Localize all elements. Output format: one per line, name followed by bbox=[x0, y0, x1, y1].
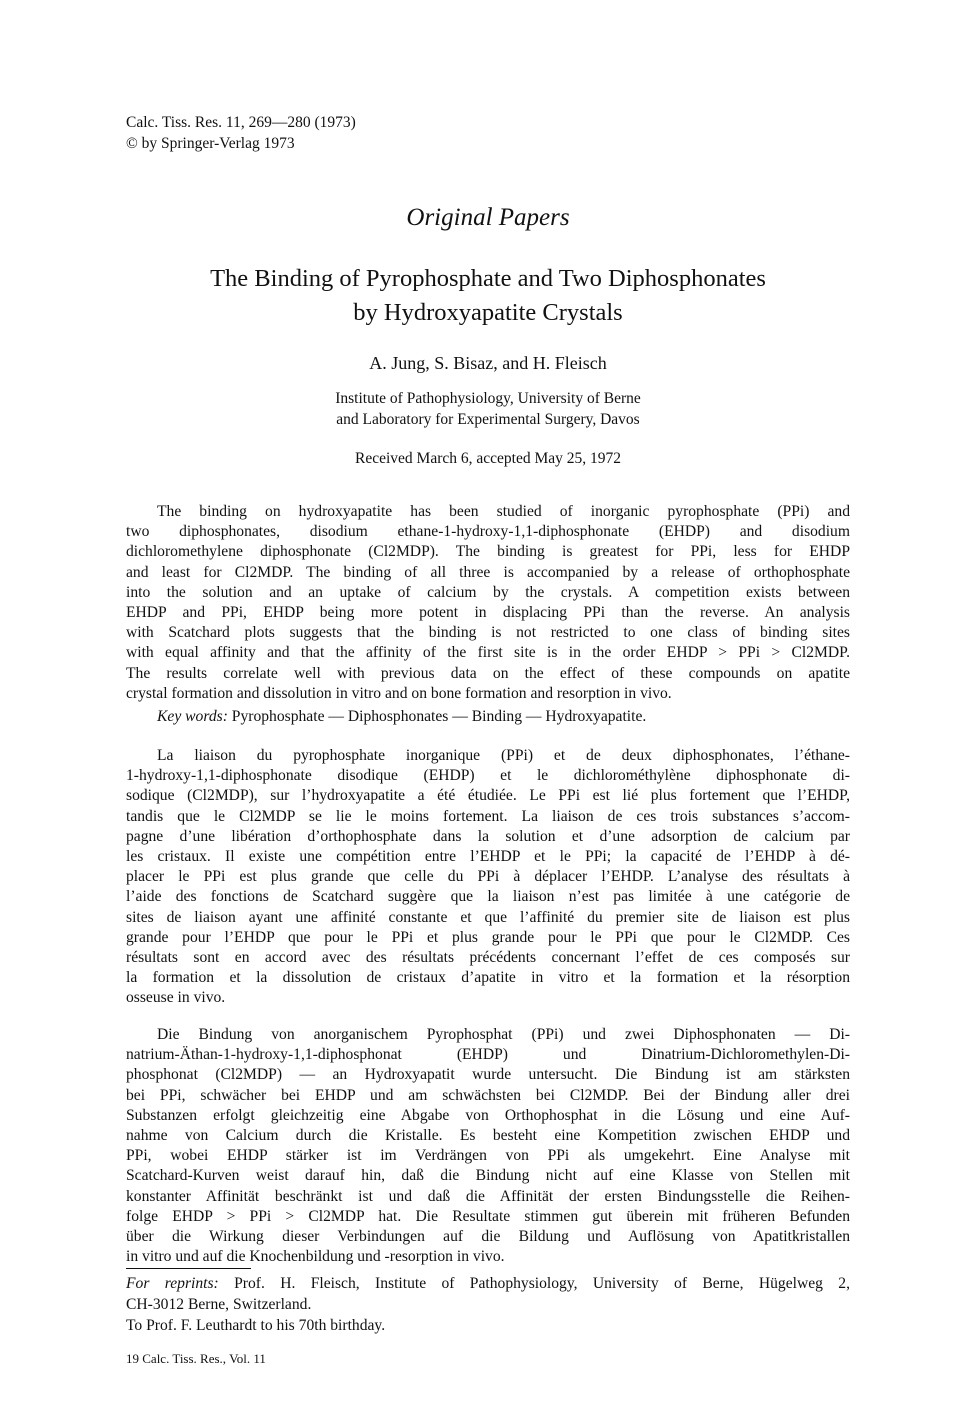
abstract-line: PPi, wobei EHDP stärker ist im Verdrängen von PPi als umgekehrt. Eine Analyse mit bbox=[126, 1147, 850, 1165]
abstract-line: konstanter Affinität beschränkt ist und daß die Affinität der ersten Bindungsstelle die Reihen- bbox=[126, 1187, 850, 1205]
abstract-line: nahme von Calcium durch die Kristalle. Es besteht eine Kompetition zwischen EHDP und bbox=[126, 1127, 850, 1145]
section-title: Original Papers bbox=[406, 204, 570, 231]
footnote bbox=[126, 1273, 850, 1336]
abstract-line: phosphonat (Cl2MDP) — an Hydroxyapatit wurde untersucht. Die Bindung ist am stärksten bbox=[126, 1066, 850, 1084]
abstract-line: folge EHDP > PPi > Cl2MDP hat. Die Resultate stimmen gut überein mit früheren Befunden bbox=[126, 1207, 850, 1225]
abstract-line: in vitro und auf die Knochenbildung und -resorption in vivo. bbox=[126, 1248, 505, 1266]
abstract-line: tandis que le Cl2MDP se lie le moins fortement. La liaison de ces trois substances s’accom- bbox=[126, 807, 850, 825]
copyright-line: © by Springer-Verlag 1973 bbox=[126, 135, 295, 152]
abstract-line: with Scatchard plots suggests that the binding is not restricted to one class of binding sites bbox=[126, 624, 850, 642]
page-footer: 19 Calc. Tiss. Res., Vol. 11 bbox=[126, 1351, 266, 1366]
keywords-label: Key words: bbox=[157, 708, 228, 725]
keywords-text: Pyrophosphate — Diphosphonates — Binding — Hydroxyapatite. bbox=[231, 708, 647, 725]
article-title bbox=[0, 262, 976, 330]
reprints-address: Prof. H. Fleisch, Institute of Pathophysiology, University of Berne, Hügelweg 2, bbox=[234, 1275, 851, 1292]
abstract-line: résultats sont en accord avec des résultats précédents concernant l’effet de ces composés sur bbox=[126, 949, 850, 967]
abstract-line: über die Wirkung dieser Verbindungen auf die Bildung und Auflösung von Apatitkristallen bbox=[126, 1228, 850, 1246]
abstract-line: La liaison du pyrophosphate inorganique (PPi) et de deux diphosphonates, l’éthane- bbox=[157, 747, 850, 764]
footnote-rule bbox=[126, 1268, 251, 1269]
keywords bbox=[157, 708, 646, 726]
abstract-line: grande pour l’EHDP que pour le PPi et plus grande pour le PPi que pour le Cl2MDP. Ces bbox=[126, 928, 850, 946]
abstract-line: 1-hydroxy-1,1-diphosphonate disodique (EHDP) et le dichlorométhylène diphosphonate di- bbox=[126, 767, 850, 785]
affiliation-line-2: and Laboratory for Experimental Surgery, Davos bbox=[336, 411, 640, 428]
abstract-line: Substanzen erfolgt gleichzeitig eine Abgabe von Orthophosphat in die Lösung und eine Auf- bbox=[126, 1106, 850, 1124]
affiliation-line-1: Institute of Pathophysiology, University of Berne bbox=[335, 390, 641, 407]
abstract-line: with equal affinity and that the affinity of the first site is in the order EHDP > PPi > Cl2MDP. bbox=[126, 644, 850, 662]
abstract-line: natrium-Äthan-1-hydroxy-1,1-diphosphonat (EHDP) und Dinatrium-Dichloromethylen-Di- bbox=[126, 1046, 850, 1064]
abstract-line: la formation et la dissolution de cristaux d’apatite in vitro et la formation et la résorption bbox=[126, 969, 850, 987]
abstract-line: sites de liaison ayant une affinité constante et que l’affinité du premier site de liaison est plus bbox=[126, 908, 850, 926]
abstract-english bbox=[126, 502, 850, 704]
abstract-line: osseuse in vivo. bbox=[126, 989, 226, 1007]
abstract-line: les cristaux. Il existe une compétition entre l’EHDP et le PPi; la capacité de l’EHDP à dé- bbox=[126, 848, 850, 866]
abstract-line: placer le PPi est plus grande que celle du PPi à déplacer l’EHDP. L’analyse des résultats à bbox=[126, 868, 850, 886]
abstract-line: l’aide des fonctions de Scatchard suggère que la liaison n’est pas limitée à une catégorie de bbox=[126, 888, 850, 906]
title-line-2: by Hydroxyapatite Crystals bbox=[353, 299, 623, 326]
abstract-line: sodique (Cl2MDP), sur l’hydroxyapatite a été étudiée. Le PPi est lié plus fortement que l’EHDP, bbox=[126, 787, 850, 805]
reprints-line-1 bbox=[126, 1273, 850, 1294]
abstract-line: dichloromethylene diphosphonate (Cl2MDP). The binding is greatest for PPi, less for EHDP bbox=[126, 543, 850, 561]
reprints-line-2: CH-3012 Berne, Switzerland. bbox=[126, 1296, 312, 1313]
affiliation bbox=[0, 388, 976, 430]
abstract-line: crystal formation and dissolution in vitro and on bone formation and resorption in vivo. bbox=[126, 684, 672, 702]
reprints-label: For reprints: bbox=[126, 1275, 219, 1292]
received-date: Received March 6, accepted May 25, 1972 bbox=[355, 450, 621, 467]
abstract-line: two diphosphonates, disodium ethane-1-hydroxy-1,1-diphosphonate (EHDP) and disodium bbox=[126, 523, 850, 541]
abstract-line: bei PPi, schwächer bei EHDP und am schwächsten bei Cl2MDP. Bei der Bindung aller drei bbox=[126, 1086, 850, 1104]
abstract-line: pagne d’une libération d’orthophosphate dans la solution et d’une adsorption de calcium par bbox=[126, 827, 850, 845]
abstract-line: EHDP and PPi, EHDP being more potent in displacing PPi than the reverse. An analysis bbox=[126, 604, 850, 622]
title-line-1: The Binding of Pyrophosphate and Two Diphosphonates bbox=[210, 265, 766, 292]
abstract-line: and least for Cl2MDP. The binding of all three is accompanied by a release of orthophosphate bbox=[126, 563, 850, 581]
citation-line: Calc. Tiss. Res. 11, 269—280 (1973) bbox=[126, 114, 356, 131]
abstract-line: Scatchard-Kurven weist darauf hin, daß die Bindung nicht auf eine Klasse von Stellen mit bbox=[126, 1167, 850, 1185]
dedication: To Prof. F. Leuthardt to his 70th birthday. bbox=[126, 1317, 386, 1334]
abstract-line: The binding on hydroxyapatite has been studied of inorganic pyrophosphate (PPi) and bbox=[157, 503, 850, 520]
authors: A. Jung, S. Bisaz, and H. Fleisch bbox=[369, 353, 607, 373]
abstract-french bbox=[126, 746, 850, 1009]
abstract-line: Die Bindung von anorganischem Pyrophosphat (PPi) und zwei Diphosphonaten — Di- bbox=[157, 1026, 850, 1043]
abstract-german bbox=[126, 1025, 850, 1267]
abstract-line: The results correlate well with previous data on the effect of these compounds on apatite bbox=[126, 664, 850, 682]
abstract-line: into the solution and an uptake of calcium by the crystals. A competition exists between bbox=[126, 583, 850, 601]
journal-citation-header bbox=[126, 112, 356, 154]
